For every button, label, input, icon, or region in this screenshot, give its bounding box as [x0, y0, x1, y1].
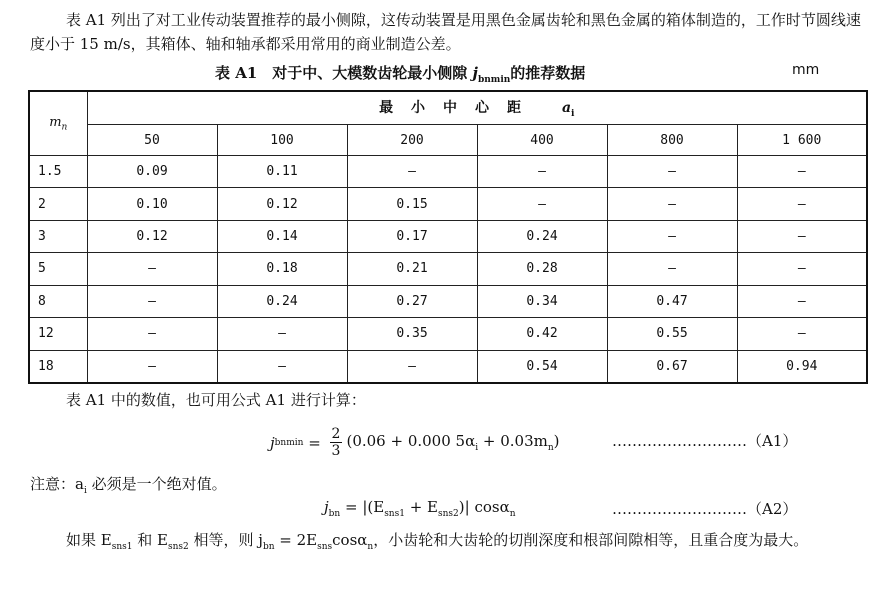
- table-cell: 0.35: [347, 318, 477, 350]
- table-cell: —: [347, 156, 477, 188]
- table-row: [29, 350, 867, 383]
- row-mn-cell: 8: [29, 285, 87, 317]
- table-cell: 0.47: [607, 285, 737, 317]
- intro-paragraph: 表 A1 列出了对工业传动装置推荐的最小侧隙，这传动装置是用黑色金属齿轮和黑色金属的箱体制造的，工作时节圆线速度小于 15 m/s，其箱体、轴和轴承都采用常用的商业制造公差。: [30, 11, 861, 53]
- column-header: 200: [347, 125, 477, 156]
- table-row: [29, 285, 867, 317]
- column-header: 400: [477, 125, 607, 156]
- equation-a2: $j_{bn} = |(E_{sns1} + E_{sns2})|$ cosα$_n$: [324, 498, 516, 519]
- row-mn-cell: 3: [29, 220, 87, 252]
- table-cell: 0.21: [347, 253, 477, 285]
- caption-post: 的推荐数据: [510, 64, 586, 82]
- table-cell: —: [607, 220, 737, 252]
- table-cell: 0.42: [477, 318, 607, 350]
- table-cell: —: [217, 350, 347, 383]
- eq1-number: ………………………（A1）: [612, 432, 798, 450]
- column-header: 1 600: [737, 125, 867, 156]
- row-mn-cell: 2: [29, 188, 87, 220]
- eq1-equals: =: [303, 433, 326, 452]
- column-header: 800: [607, 125, 737, 156]
- column-header-row: [29, 125, 867, 156]
- table-cell: 0.55: [607, 318, 737, 350]
- table-cell: 0.10: [87, 188, 217, 220]
- row-mn-cell: 5: [29, 253, 87, 285]
- table-cell: 0.54: [477, 350, 607, 383]
- table-cell: —: [737, 188, 867, 220]
- row-mn-cell: 12: [29, 318, 87, 350]
- table-cell: 0.14: [217, 220, 347, 252]
- table-cell: 0.12: [217, 188, 347, 220]
- table-cell: —: [607, 188, 737, 220]
- formula-intro: 表 A1 中的数值，也可用公式 A1 进行计算：: [66, 391, 366, 409]
- table-caption: [0, 62, 889, 86]
- caption-symbol: j: [472, 64, 478, 82]
- table-cell: —: [737, 318, 867, 350]
- row-mn-cell: 18: [29, 350, 87, 383]
- table-cell: 0.17: [347, 220, 477, 252]
- table-row: [29, 253, 867, 285]
- table-cell: —: [347, 350, 477, 383]
- table-cell: —: [737, 253, 867, 285]
- table-cell: 0.24: [477, 220, 607, 252]
- table-row: [29, 220, 867, 252]
- table-cell: —: [607, 156, 737, 188]
- backlash-table: [28, 90, 868, 384]
- table-cell: —: [87, 350, 217, 383]
- group-header-center-distance: 最小中心距 $a_i$: [87, 91, 867, 125]
- table-row: [29, 318, 867, 350]
- eq1-numerator: 2: [331, 426, 341, 442]
- table-cell: 0.34: [477, 285, 607, 317]
- equation-a1: [270, 426, 560, 459]
- table-cell: —: [87, 253, 217, 285]
- table-cell: 0.94: [737, 350, 867, 383]
- table-cell: —: [477, 156, 607, 188]
- column-header: 50: [87, 125, 217, 156]
- caption-unit: mm: [792, 62, 820, 78]
- table-body: [29, 156, 867, 384]
- table-row: [29, 156, 867, 188]
- table-cell: —: [477, 188, 607, 220]
- table-cell: 0.18: [217, 253, 347, 285]
- row-header-mn: $m_n$: [29, 91, 87, 156]
- eq1-body: (0.06 + 0.000 $5\alpha_i + 0.03m_n$): [346, 432, 560, 453]
- table-row: [29, 188, 867, 220]
- row-mn-cell: 1.5: [29, 156, 87, 188]
- caption-subscript: bnmin: [477, 75, 511, 85]
- table-cell: 0.27: [347, 285, 477, 317]
- table-cell: 0.15: [347, 188, 477, 220]
- caption-pre: 表 A1 对于中、大模数齿轮最小侧隙: [215, 64, 473, 82]
- table-cell: —: [737, 285, 867, 317]
- caption-text: [215, 62, 585, 85]
- table-cell: 0.67: [607, 350, 737, 383]
- table-cell: —: [607, 253, 737, 285]
- table-cell: —: [217, 318, 347, 350]
- table-cell: —: [737, 220, 867, 252]
- eq1-fraction: [330, 426, 343, 459]
- table-cell: 0.28: [477, 253, 607, 285]
- eq1-lhs-sub: bnmin: [274, 437, 304, 448]
- table-cell: 0.09: [87, 156, 217, 188]
- note-line: 注意：$a_i$ 必须是一个绝对值。: [30, 475, 227, 496]
- eq1-denominator: 3: [331, 443, 341, 459]
- eq2-number: ………………………（A2）: [612, 500, 798, 518]
- table-cell: —: [737, 156, 867, 188]
- column-header: 100: [217, 125, 347, 156]
- table-cell: 0.12: [87, 220, 217, 252]
- table-cell: —: [87, 285, 217, 317]
- table-cell: 0.11: [217, 156, 347, 188]
- table-cell: —: [87, 318, 217, 350]
- closing-paragraph: 如果 $E_{sns1}$ 和 $E_{sns2}$ 相等，则 $j_{bn} = 2E_{sns}\cos\alpha_n$，小齿轮和大齿轮的切削深度和根部间隙相等，且重合度为最大。: [66, 531, 809, 552]
- table-cell: 0.24: [217, 285, 347, 317]
- eq1-lhs: j: [270, 433, 275, 452]
